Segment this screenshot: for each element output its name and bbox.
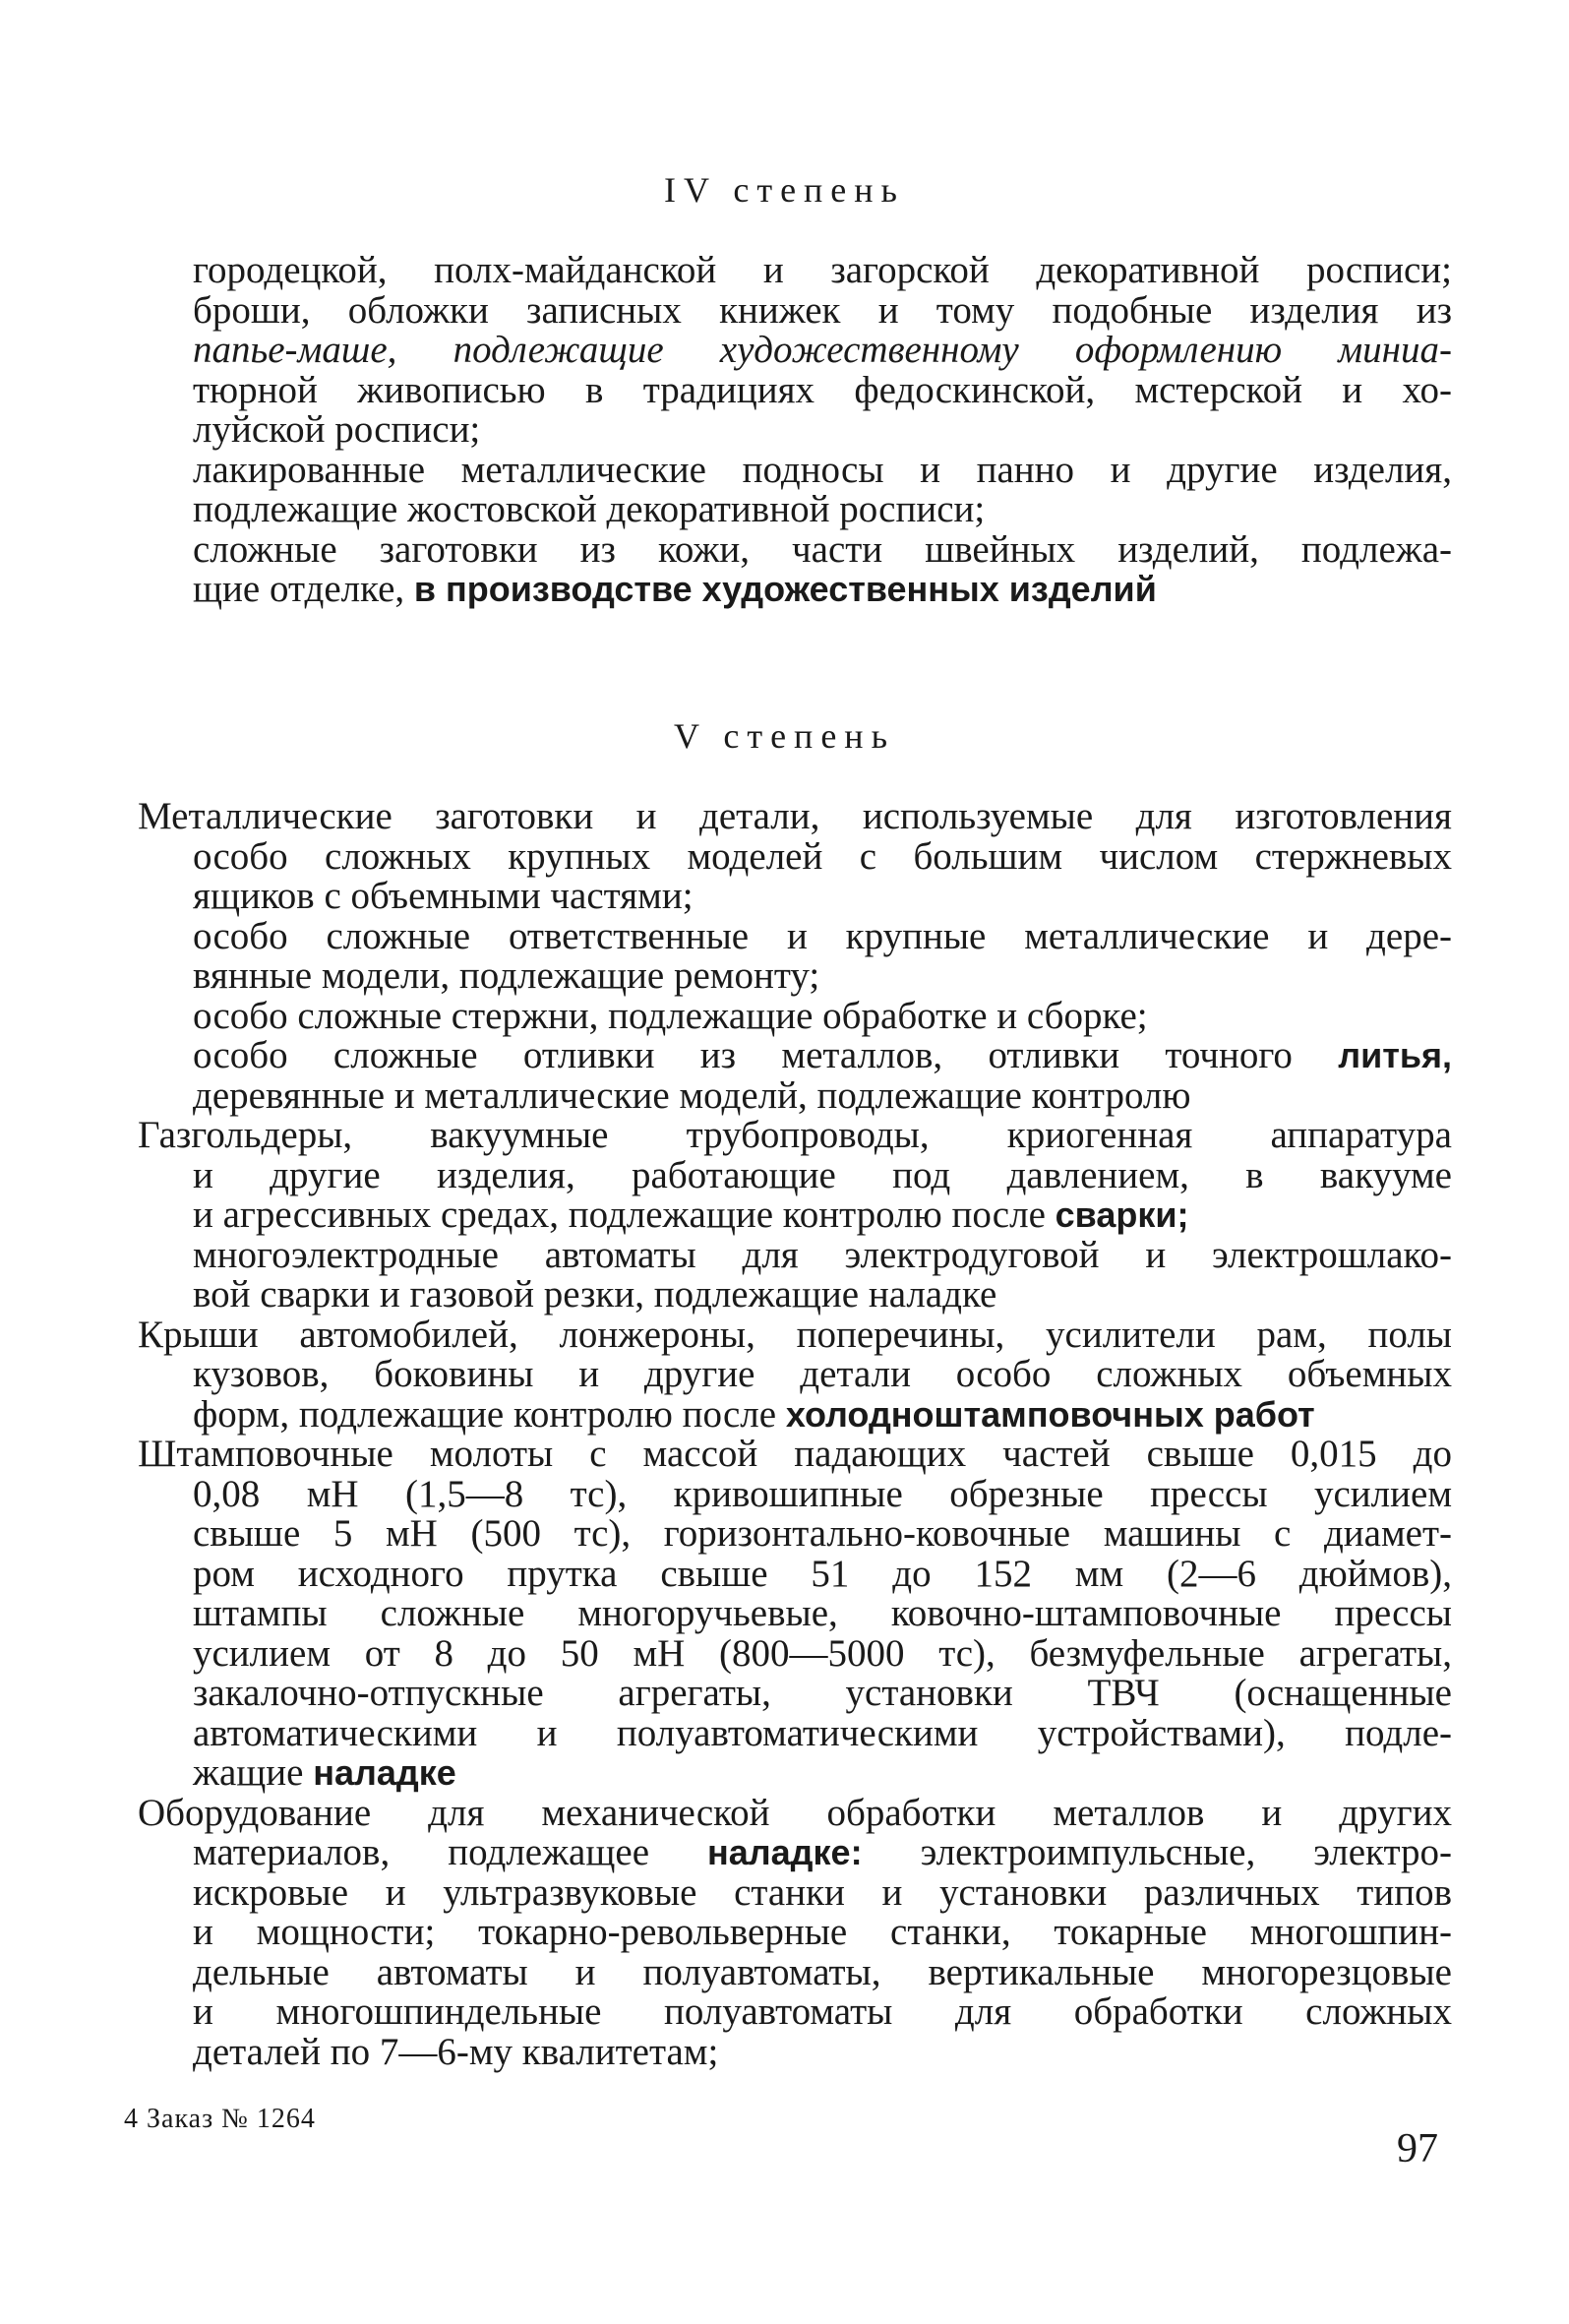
text-line: деревянные и металлические моделй, подлежащие контролю (193, 1073, 1191, 1117)
section-heading-iv: IV степень (664, 170, 905, 210)
text-line: особо сложные ответственные и крупные металлические и дере- (193, 914, 1452, 957)
text-fragment: особо сложные отливки из металлов, отливки точного (193, 1034, 1293, 1076)
text-line: 0,08 мН (1,5—8 тс), кривошипные обрезные прессы усилием (193, 1472, 1452, 1515)
text-line: лакированные металлические подносы и панно и другие изделия, (193, 448, 1452, 491)
text-fragment: электроимпульсные, электро- (920, 1831, 1452, 1873)
text-line: подлежащие жостовской декоративной росписи; (193, 488, 986, 530)
text-line: сложные заготовки из кожи, части швейных изделий, подлежа- (193, 527, 1452, 571)
text-line: и многошпиндельные полуавтоматы для обработки сложных (193, 1990, 1452, 2033)
text-line: ящиков с объемными частями; (193, 875, 694, 917)
text-line: вянные модели, подлежащие ремонту; (193, 954, 820, 997)
text-line (193, 1195, 1452, 1236)
text-line: и другие изделия, работающие под давлением, в вакууме (193, 1153, 1452, 1196)
bold-phrase: литья, (1338, 1035, 1453, 1075)
text-line: броши, обложки записных книжек и тому подобные изделия из (193, 288, 1452, 332)
text-line (193, 1036, 1452, 1076)
section-v-body (138, 795, 1453, 2073)
text-line: многоэлектродные автоматы для электродуговой и электрошлако- (193, 1233, 1452, 1276)
text-fragment: и агрессивных средах, подлежащие контролю после (193, 1193, 1046, 1236)
text-line: особо сложные стержни, подлежащие обработке и сборке; (193, 994, 1148, 1037)
text-line: городецкой, полх-майданской и загорской декоративной росписи; (193, 249, 1452, 291)
text-fragment: материалов, подлежащее (193, 1831, 649, 1873)
text-line: тюрной живописью в традициях федоскинской, мстерской и хо- (193, 368, 1452, 411)
text-fragment: жащие (193, 1751, 304, 1794)
section-heading-v: V степень (674, 716, 895, 756)
text-line: свыше 5 мН (500 тс), горизонтально-ковочные машины с диамет- (193, 1512, 1452, 1555)
text-fragment: щие отделке, (193, 568, 405, 610)
text-line: деталей по 7—6-му квалитетам; (193, 2030, 719, 2073)
order-number: 4 Заказ № 1264 (124, 2104, 316, 2134)
text-line: дельные автоматы и полуавтоматы, вертикальные многорезцовые (193, 1950, 1452, 1993)
text-line: Оборудование для механической обработки металлов и других (138, 1791, 1452, 1834)
text-line: Крыши автомобилей, лонжероны, поперечины, усилители рам, полы (138, 1313, 1452, 1356)
text-line: автоматическими и полуавтоматическими устройствами), подле- (193, 1711, 1452, 1754)
bold-phrase: в производстве художественных изделий (413, 569, 1157, 609)
bold-phrase: наладке (313, 1752, 456, 1793)
text-line: папье-маше, подлежащие художественному оформлению миниа- (193, 329, 1452, 371)
text-line (193, 1392, 1452, 1436)
text-line: Газгольдеры, вакуумные трубопроводы, криогенная аппаратура (138, 1114, 1452, 1156)
text-line: ром исходного прутка свыше 51 до 152 мм (2—6 дюймов), (193, 1552, 1452, 1595)
text-line: Штамповочные молоты с массой падающих частей свыше 0,015 до (138, 1433, 1452, 1475)
text-line: штампы сложные многоручьевые, ковочно-штамповочные прессы (193, 1592, 1452, 1634)
text-line: кузовов, боковины и другие детали особо сложных объемных (193, 1353, 1452, 1395)
text-line (193, 1833, 1452, 1873)
text-line: вой сварки и газовой резки, подлежащие наладке (193, 1273, 997, 1315)
bold-phrase: сварки; (1055, 1194, 1189, 1235)
text-line: Металлические заготовки и детали, используемые для изготовления (138, 795, 1452, 837)
text-line (193, 570, 1452, 610)
bold-phrase: холодноштамповочных работ (785, 1393, 1315, 1435)
text-line: луйской росписи; (193, 408, 481, 451)
text-fragment: форм, подлежащие контролю после (193, 1392, 777, 1436)
bold-phrase: наладке: (707, 1832, 863, 1872)
section-iv-body (193, 251, 1452, 610)
text-line: особо сложных крупных моделей с большим числом стержневых (193, 834, 1452, 878)
text-line: закалочно-отпускные агрегаты, установки ТВЧ (оснащенные (193, 1672, 1452, 1714)
text-line: и мощности; токарно-револьверные станки, токарные многошпин- (193, 1911, 1452, 1953)
text-line (193, 1753, 1452, 1794)
page-number: 97 (1397, 2126, 1438, 2171)
text-line: искровые и ультразвуковые станки и установки различных типов (193, 1870, 1452, 1914)
text-line: усилием от 8 до 50 мН (800—5000 тс), безмуфельные агрегаты, (193, 1631, 1452, 1675)
